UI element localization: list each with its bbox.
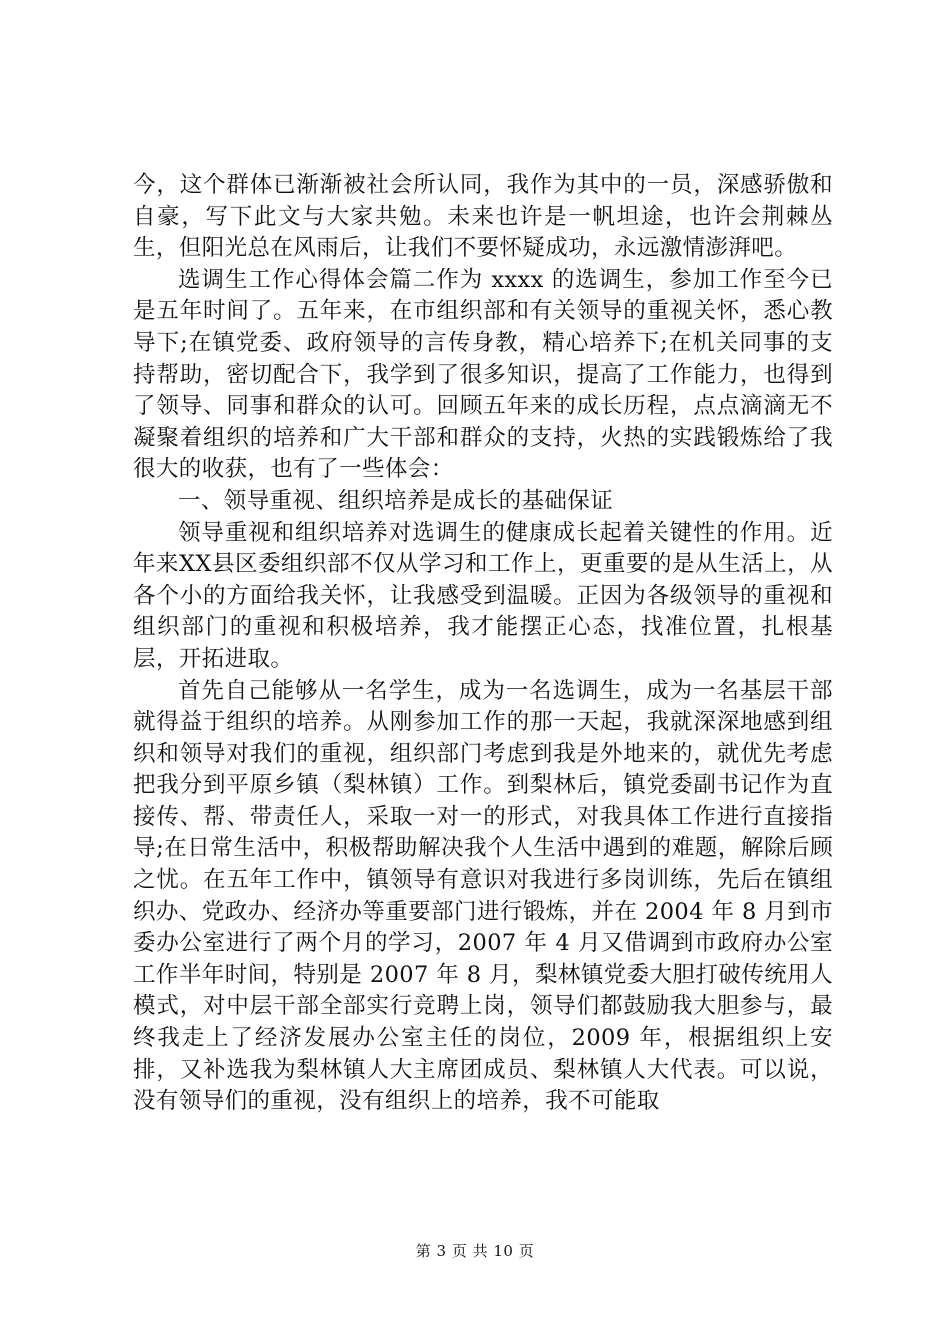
paragraph-intro-essay-two: 选调生工作心得体会篇二作为 xxxx 的选调生，参加工作至今已是五年时间了。五年来，在市组织部和有关领导的重视关怀，悉心教导下;在镇党委、政府领导的言传身教，精心培养下;在机关同事的支持帮助，密切配合下，我学到了很多知识，提高了工作能力，也得到了领导、同事和群众的认可。回顾五年来的成长历程，点点滴滴无不凝聚着组织的培养和广大干部和群众的支持，火热的实践锻炼给了我很大的收获，也有了一些体会：: [133, 266, 833, 483]
paragraph-leadership-importance: 领导重视和组织培养对选调生的健康成长起着关键性的作用。近年来XX县区委组织部不仅从学习和工作上，更重要的是从生活上，从各个小的方面给我关怀，让我感受到温暖。正因为各级领导的重视和组织部门的重视和积极培养，我才能摆正心态，找准位置，扎根基层，开拓进取。: [133, 519, 833, 672]
section-heading-one: 一、领导重视、组织培养是成长的基础保证: [178, 487, 614, 514]
paragraph-personal-experience: 首先自己能够从一名学生，成为一名选调生，成为一名基层干部就得益于组织的培养。从刚参加工作的那一天起，我就深深地感到组织和领导对我们的重视，组织部门考虑到我是外地来的，就优先考虑把我分到平原乡镇（梨林镇）工作。到梨林后，镇党委副书记作为直接传、帮、带责任人，采取一对一的形式，对我具体工作进行直接指导;在日常生活中，积极帮助解决我个人生活中遇到的难题，解除后顾之忧。在五年工作中，镇领导有意识对我进行多岗训练，先后在镇组织办、党政办、经济办等重要部门进行锻炼，并在 2004 年 8 月到市委办公室进行了两个月的学习，2007 年 4 月又借调到市政府办公室工作半年时间，特别是 2007 年 8 月，梨林镇党委大胆打破传统用人模式，对中层干部全部实行竞聘上岗，领导们都鼓励我大胆参与，最终我走上了经济发展办公室主任的岗位，2009 年，根据组织上安排，又补选我为梨林镇人大主席团成员、梨林镇人大代表。可以说，没有领导们的重视，没有组织上的培养，我不可能取: [133, 677, 833, 1115]
document-body: [133, 170, 833, 1118]
page-number-footer: 第 3 页 共 10 页: [415, 1242, 535, 1260]
paragraph-continuation: 今，这个群体已渐渐被社会所认同，我作为其中的一员，深感骄傲和自豪，写下此文与大家共勉。未来也许是一帆坦途，也许会荆棘丛生，但阳光总在风雨后，让我们不要怀疑成功，永远激情澎湃吧。: [133, 172, 833, 262]
